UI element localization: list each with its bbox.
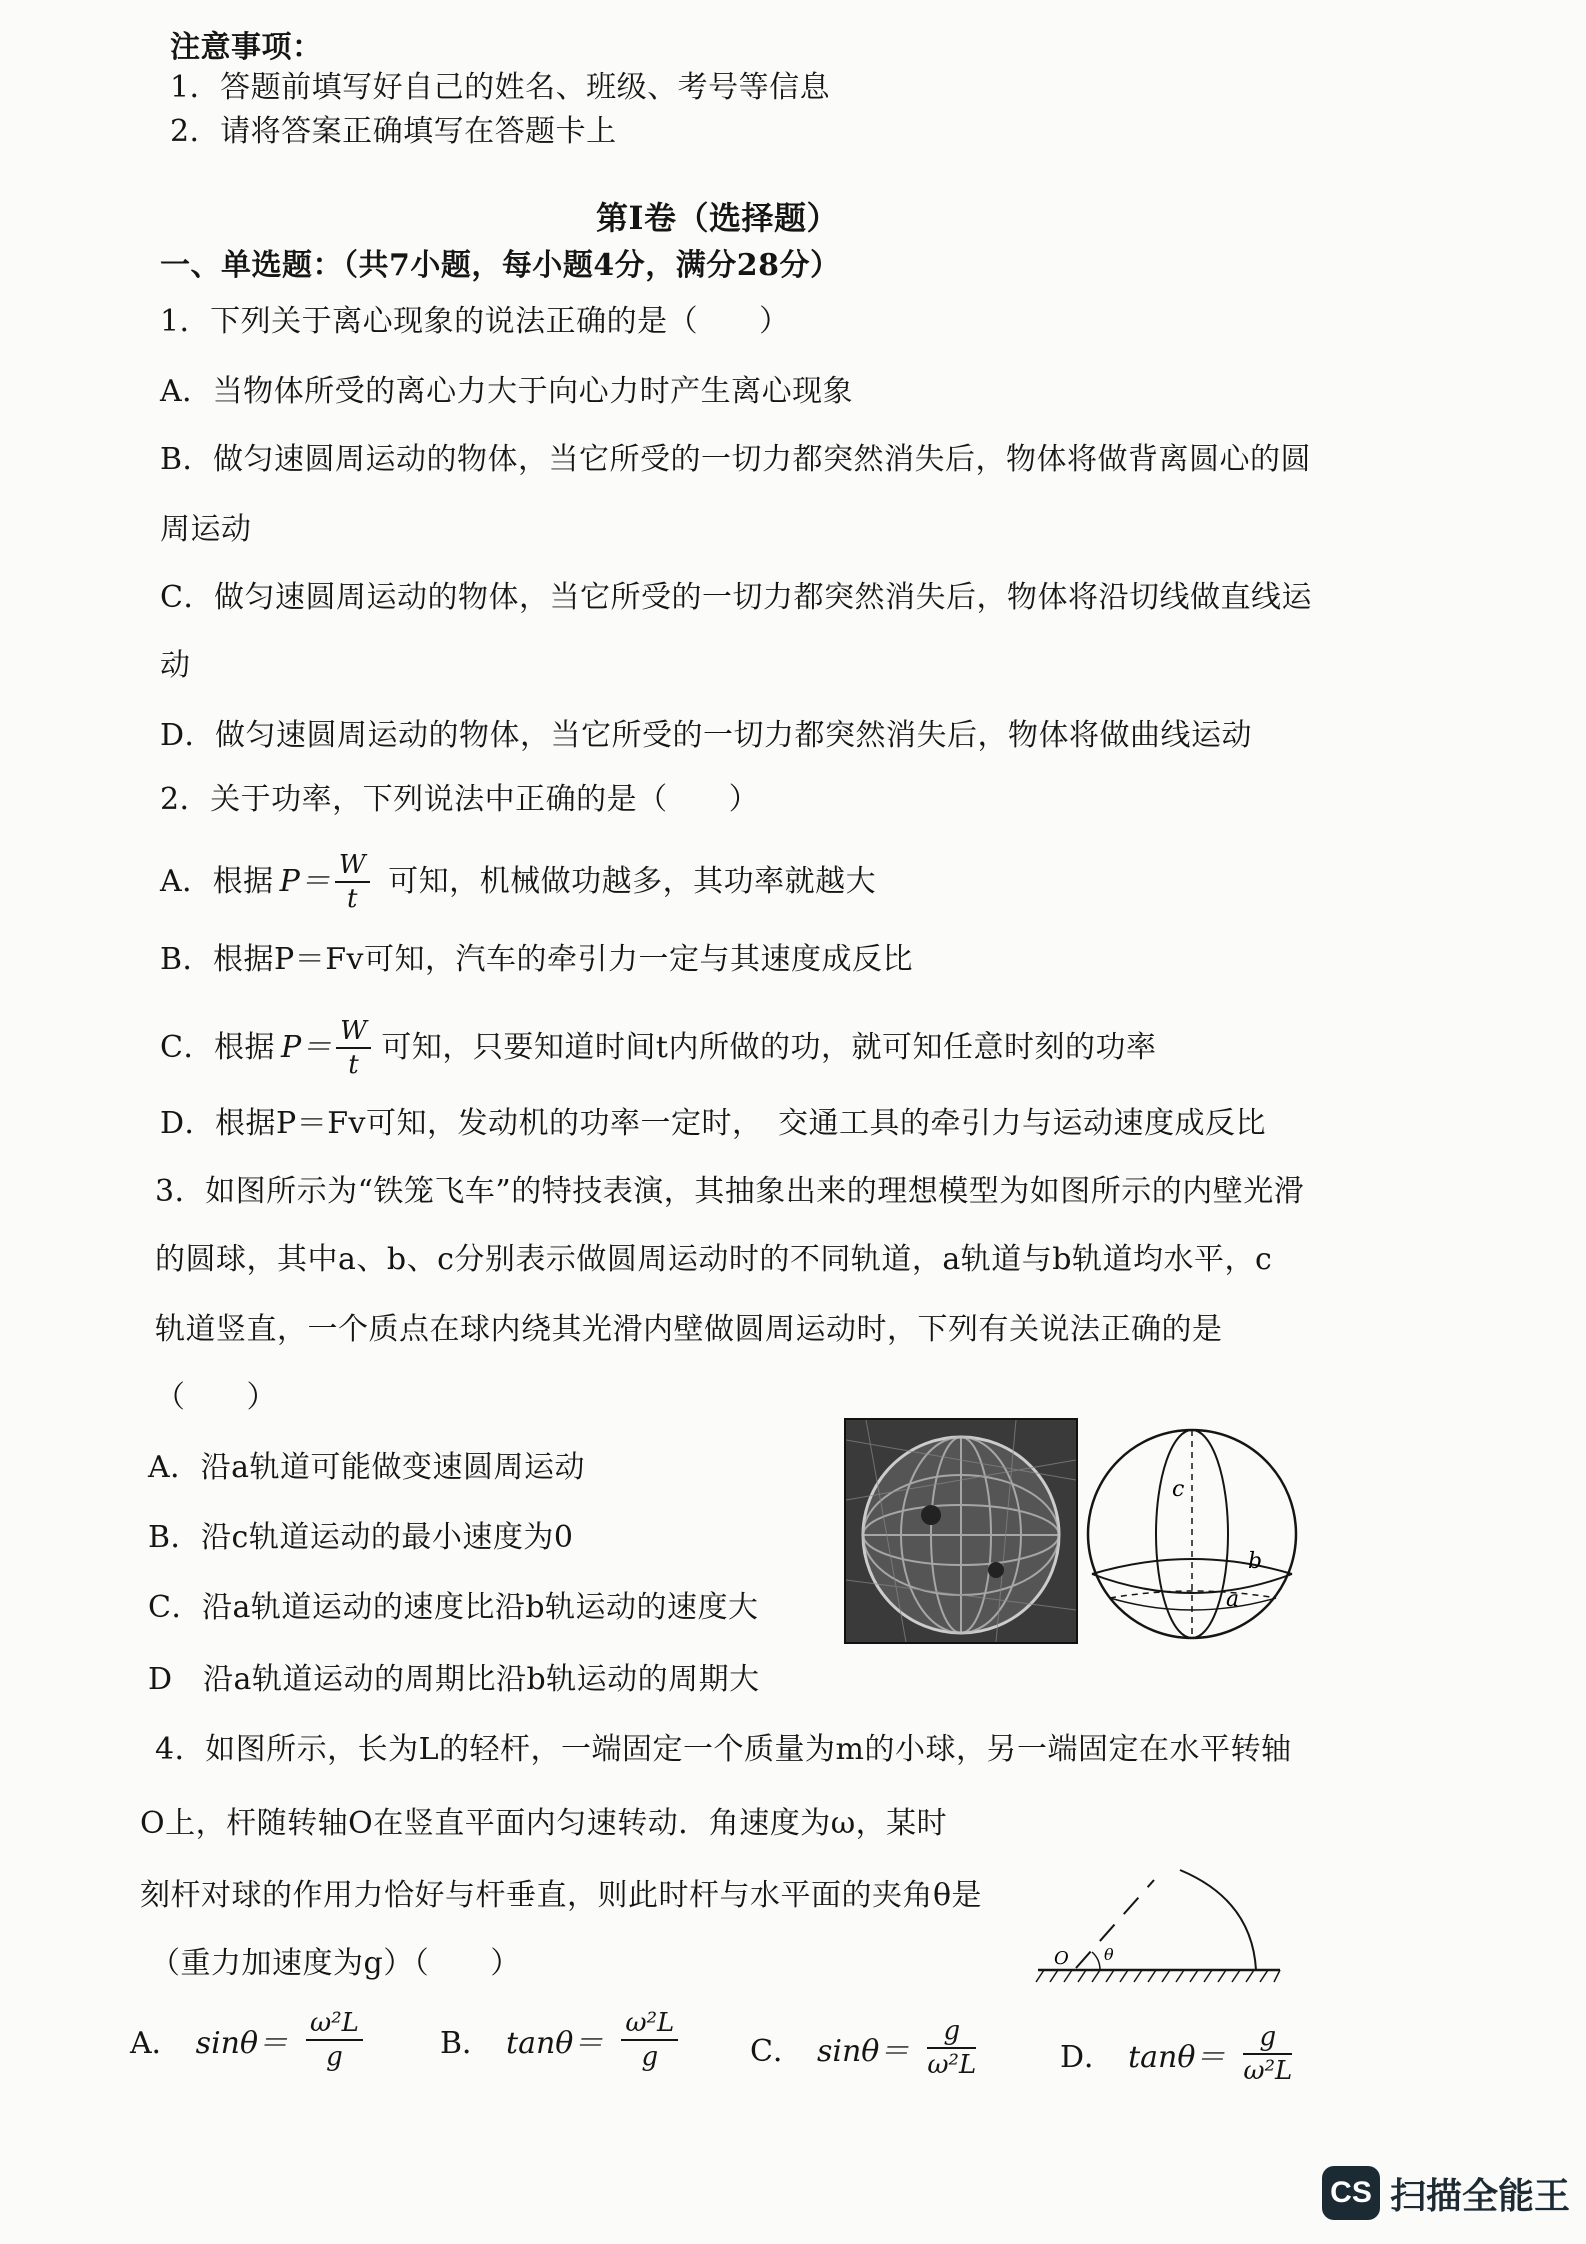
q3-stem-line4: （ ） xyxy=(155,1380,277,1415)
q4-option-numerator: g xyxy=(1243,2024,1292,2055)
q1-option-c-line1: C．做匀速圆周运动的物体，当它所受的一切力都突然消失后，物体将沿切线做直线运 xyxy=(160,580,1312,615)
camscanner-logo-icon: CS xyxy=(1322,2166,1380,2220)
q2-c-prefix: C．根据 xyxy=(160,1030,275,1065)
q1-option-b-line1: B．做匀速圆周运动的物体，当它所受的一切力都突然消失后，物体将做背离圆心的圆 xyxy=(160,442,1312,477)
q1-option-b-line2: 周运动 xyxy=(160,512,252,547)
q2-c-fraction xyxy=(336,1018,371,1078)
q4-option-func: sinθ＝ xyxy=(816,2034,910,2069)
q4-option-func: tanθ＝ xyxy=(1128,2040,1226,2075)
sphere-label-b: b xyxy=(1248,1549,1263,1574)
q2-option-d: D．根据P＝Fv可知，发动机的功率一定时， 交通工具的牵引力与运动速度成反比 xyxy=(160,1106,1267,1141)
q2-stem: 2．关于功率，下列说法中正确的是（ ） xyxy=(160,782,760,817)
q4-option-numerator: ω²L xyxy=(306,2010,363,2041)
notes-heading: 注意事项： xyxy=(170,30,323,65)
q4-option-a xyxy=(130,2010,367,2070)
q4-option-denominator: ω²L xyxy=(927,2050,977,2080)
q2-c-suffix: 可知，只要知道时间t内所做的功，就可知任意时刻的功率 xyxy=(381,1030,1157,1065)
rotating-rod-diagram xyxy=(1030,1860,1290,1990)
q1-stem: 1．下列关于离心现象的说法正确的是（ ） xyxy=(160,304,790,339)
q4-option-func: sinθ＝ xyxy=(195,2026,289,2061)
q4-option-letter: A． xyxy=(130,2026,182,2061)
camscanner-logo-text: 扫描全能王 xyxy=(1390,2175,1571,2217)
q3-stem-line3: 轨道竖直，一个质点在球内绕其光滑内壁做圆周运动时，下列有关说法正确的是 xyxy=(155,1312,1223,1347)
q4-option-denominator: g xyxy=(326,2042,343,2072)
q4-option-denominator: g xyxy=(641,2042,659,2072)
notes-item-1: 1．答题前填写好自己的姓名、班级、考号等信息 xyxy=(170,70,831,105)
q2-a-fraction xyxy=(335,852,370,912)
q4-stem-line2: O上，杆随转轴O在竖直平面内匀速转动．角速度为ω，某时 xyxy=(140,1806,948,1841)
q4-option-fraction xyxy=(1243,2024,1292,2084)
q2-option-a xyxy=(160,852,876,912)
q2-a-numerator: W xyxy=(335,852,370,883)
q3-option-b: B．沿c轨道运动的最小速度为0 xyxy=(148,1520,574,1555)
iron-cage-photo-illustration xyxy=(846,1420,1076,1642)
q4-option-func: tanθ＝ xyxy=(506,2026,604,2061)
iron-cage-photo xyxy=(844,1418,1078,1644)
q2-a-formula-lhs: P＝ xyxy=(279,864,331,899)
q4-option-fraction xyxy=(621,2010,678,2070)
q4-stem-line4: （重力加速度为g）（ ） xyxy=(150,1946,521,1981)
q2-c-numerator: W xyxy=(336,1018,371,1049)
q3-option-c: C．沿a轨道运动的速度比沿b轨运动的速度大 xyxy=(148,1590,759,1625)
sphere-label-c: c xyxy=(1172,1477,1185,1502)
section-title: 第Ⅰ卷（选择题） xyxy=(596,199,839,237)
q4-option-letter: D． xyxy=(1060,2040,1115,2075)
q3-stem-line1: 3．如图所示为“铁笼飞车”的特技表演，其抽象出来的理想模型为如图所示的内壁光滑 xyxy=(155,1174,1305,1209)
camscanner-watermark xyxy=(1322,2166,1570,2220)
sphere-track-diagram xyxy=(1080,1416,1302,1646)
q2-c-denominator: t xyxy=(348,1050,360,1080)
q4-option-fraction xyxy=(927,2018,976,2078)
sphere-label-a: a xyxy=(1226,1587,1240,1612)
q2-a-suffix: 可知，机械做功越多，其功率就越大 xyxy=(388,864,877,899)
q3-stem-line2: 的圆球，其中a、b、c分别表示做圆周运动时的不同轨道，a轨道与b轨道均水平，c xyxy=(155,1242,1273,1277)
q4-option-letter: C． xyxy=(750,2034,803,2069)
q2-c-formula-lhs: P＝ xyxy=(280,1030,333,1065)
q1-option-d: D．做匀速圆周运动的物体，当它所受的一切力都突然消失后，物体将做曲线运动 xyxy=(160,718,1253,753)
q1-option-a: A．当物体所受的离心力大于向心力时产生离心现象 xyxy=(160,374,854,409)
q4-option-numerator: ω²L xyxy=(621,2010,678,2041)
q4-option-d xyxy=(1060,2024,1296,2084)
q2-a-denominator: t xyxy=(347,884,358,914)
q2-option-b: B．根据P＝Fv可知，汽车的牵引力一定与其速度成反比 xyxy=(160,942,913,977)
q4-option-denominator: ω²L xyxy=(1243,2056,1293,2086)
notes-item-2: 2．请将答案正确填写在答题卡上 xyxy=(170,114,617,149)
q1-option-c-line2: 动 xyxy=(160,648,191,683)
q4-stem-line1: 4．如图所示，长为L的轻杆，一端固定一个质量为m的小球，另一端固定在水平转轴 xyxy=(155,1732,1292,1767)
q2-a-prefix: A．根据 xyxy=(160,864,274,899)
q4-option-letter: B． xyxy=(440,2026,493,2061)
q4-option-b xyxy=(440,2010,682,2070)
q4-option-numerator: g xyxy=(927,2018,976,2049)
section-subtitle: 一、单选题：（共7小题，每小题4分，满分28分） xyxy=(160,248,841,283)
q4-stem-line3: 刻杆对球的作用力恰好与杆垂直，则此时杆与水平面的夹角θ是 xyxy=(140,1878,983,1913)
q4-option-fraction xyxy=(306,2010,363,2070)
q2-option-c xyxy=(160,1018,1156,1078)
q3-option-a: A．沿a轨道可能做变速圆周运动 xyxy=(148,1450,586,1485)
q4-option-c xyxy=(750,2018,980,2078)
rod-label-theta: θ xyxy=(1104,1945,1114,1964)
rod-label-O: O xyxy=(1054,1948,1069,1969)
q3-option-d: D 沿a轨道运动的周期比沿b轨运动的周期大 xyxy=(148,1662,760,1697)
